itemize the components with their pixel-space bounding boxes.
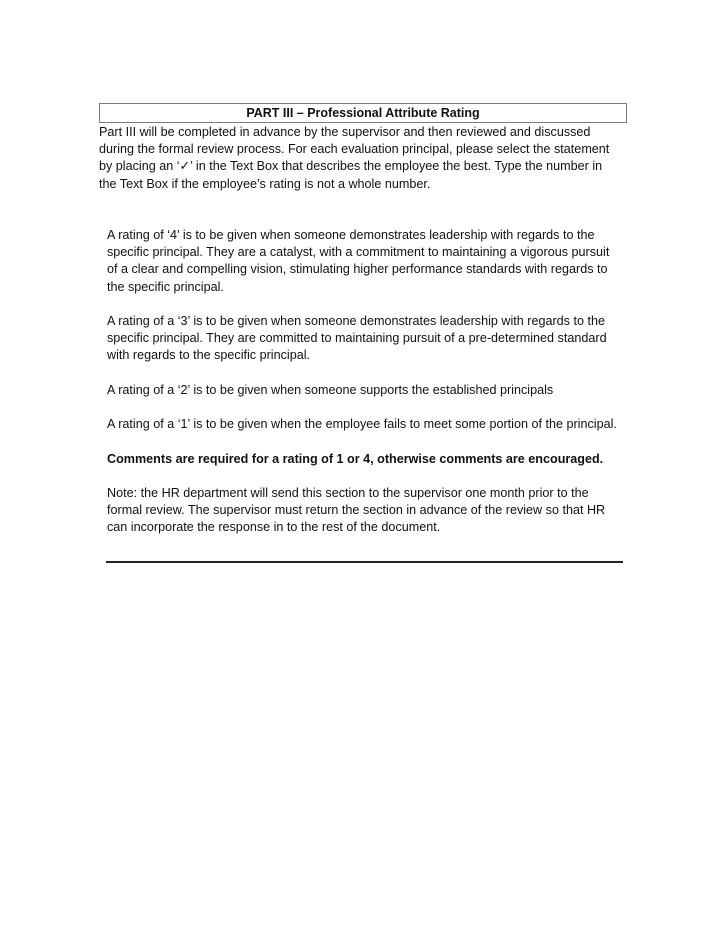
rating-3-paragraph: A rating of a ‘3’ is to be given when someone demonstrates leadership with regards to the specific principal. They are committed to maintaining pursuit of a pre-determined standard with regards to the specific principal. (107, 314, 607, 363)
rating-1-paragraph: A rating of a ‘1’ is to be given when the employee fails to meet some portion of the principal. (107, 417, 617, 432)
rating-4-paragraph: A rating of ‘4’ is to be given when someone demonstrates leadership with regards to the specific principal. They are a catalyst, with a commitment to maintaining a vigorous pursuit of a clear and compelling vision, stimulating higher performance standards with regards to the specific principal. (107, 228, 610, 294)
document-body (107, 227, 619, 537)
section-title-box (99, 103, 627, 123)
bottom-rule (106, 561, 623, 563)
rating-2-paragraph: A rating of a ‘2’ is to be given when someone supports the established principals (107, 382, 554, 397)
intro-paragraph: Part III will be completed in advance by the supervisor and then reviewed and discussed during the formal review process. For each evaluation principal, please select the statement by placing an ‘✓’ in the Text Box that describes the employee the best. Type the number in the Text Box if the employee’s rating is not a whole number. (99, 125, 610, 191)
note-paragraph: Note: the HR department will send this section to the supervisor one month prior to the formal review. The supervisor must return the section in advance of the review so that HR can incorporate the response in to the rest of the document. (107, 485, 606, 535)
section-title: PART III – Professional Attribute Rating (246, 106, 480, 120)
comments-required-paragraph: Comments are required for a rating of 1 or 4, otherwise comments are encouraged. (107, 451, 604, 466)
